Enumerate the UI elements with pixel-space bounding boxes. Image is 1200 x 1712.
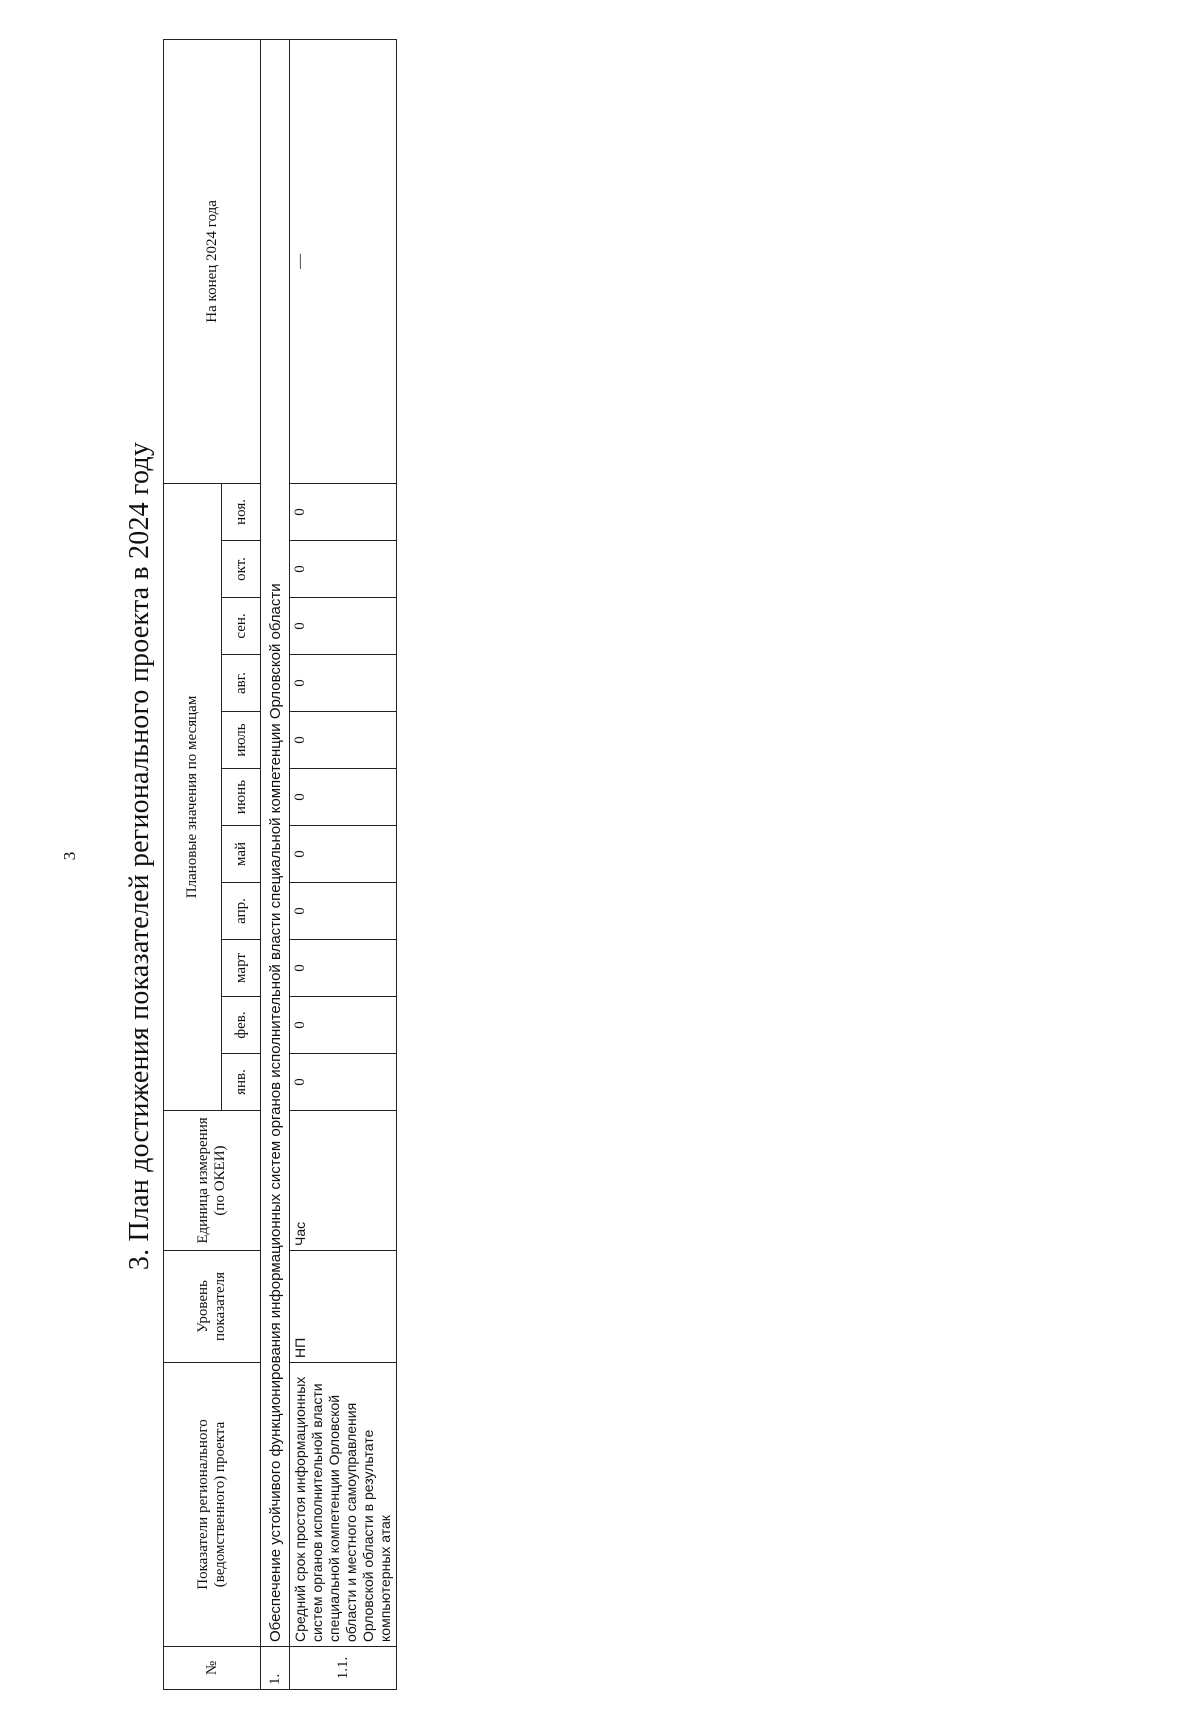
- header-level: Уровень показателя: [164, 1251, 261, 1363]
- indicator-unit: Час: [290, 1111, 397, 1251]
- section-number: 1.: [261, 1647, 290, 1690]
- header-monthly-group: Плановые значения по месяцам: [164, 483, 222, 1110]
- header-unit: Единица измерения (по ОКЕИ): [164, 1111, 261, 1251]
- header-month: июнь: [222, 769, 261, 826]
- indicator-name: Средний срок простоя информационных систем органов исполнительной власти специальной компетенции Орловской области и местного самоуправления Орловской области в результате компьютерных атак: [290, 1363, 397, 1647]
- header-month: июль: [222, 712, 261, 769]
- header-month: март: [222, 940, 261, 997]
- header-month: сен.: [222, 598, 261, 655]
- row-number: 1.1.: [290, 1647, 397, 1690]
- header-year-end: На конец 2024 года: [164, 39, 261, 483]
- month-value: 0: [290, 1054, 397, 1111]
- month-value: 0: [290, 541, 397, 598]
- table-row: [290, 39, 397, 1689]
- indicator-level: НП: [290, 1251, 397, 1363]
- header-month: окт.: [222, 541, 261, 598]
- month-value: 0: [290, 712, 397, 769]
- section-row: [261, 39, 290, 1689]
- month-value: 0: [290, 883, 397, 940]
- section-title: Обеспечение устойчивого функционирования информационных систем органов исполнительной власти специальной компетенции Орловской области: [261, 39, 290, 1646]
- header-no: №: [164, 1647, 261, 1690]
- year-end-value: —: [290, 39, 397, 483]
- indicators-table: [163, 39, 397, 1690]
- page-title: 3. План достижения показателей регионального проекта в 2024 году: [124, 441, 155, 1271]
- month-value: 0: [290, 769, 397, 826]
- month-value: 0: [290, 940, 397, 997]
- month-value: 0: [290, 997, 397, 1054]
- month-value: 0: [290, 483, 397, 540]
- header-month: ноя.: [222, 483, 261, 540]
- month-value: 0: [290, 826, 397, 883]
- indicators-table-container: [163, 40, 433, 1690]
- header-month: янв.: [222, 1054, 261, 1111]
- header-month: май: [222, 826, 261, 883]
- header-month: фев.: [222, 997, 261, 1054]
- header-month: авг.: [222, 655, 261, 712]
- header-indicator: Показатели регионального (ведомственного) проекта: [164, 1363, 261, 1647]
- header-month: апр.: [222, 883, 261, 940]
- month-value: 0: [290, 598, 397, 655]
- month-value: 0: [290, 655, 397, 712]
- page-number: 3: [60, 851, 79, 861]
